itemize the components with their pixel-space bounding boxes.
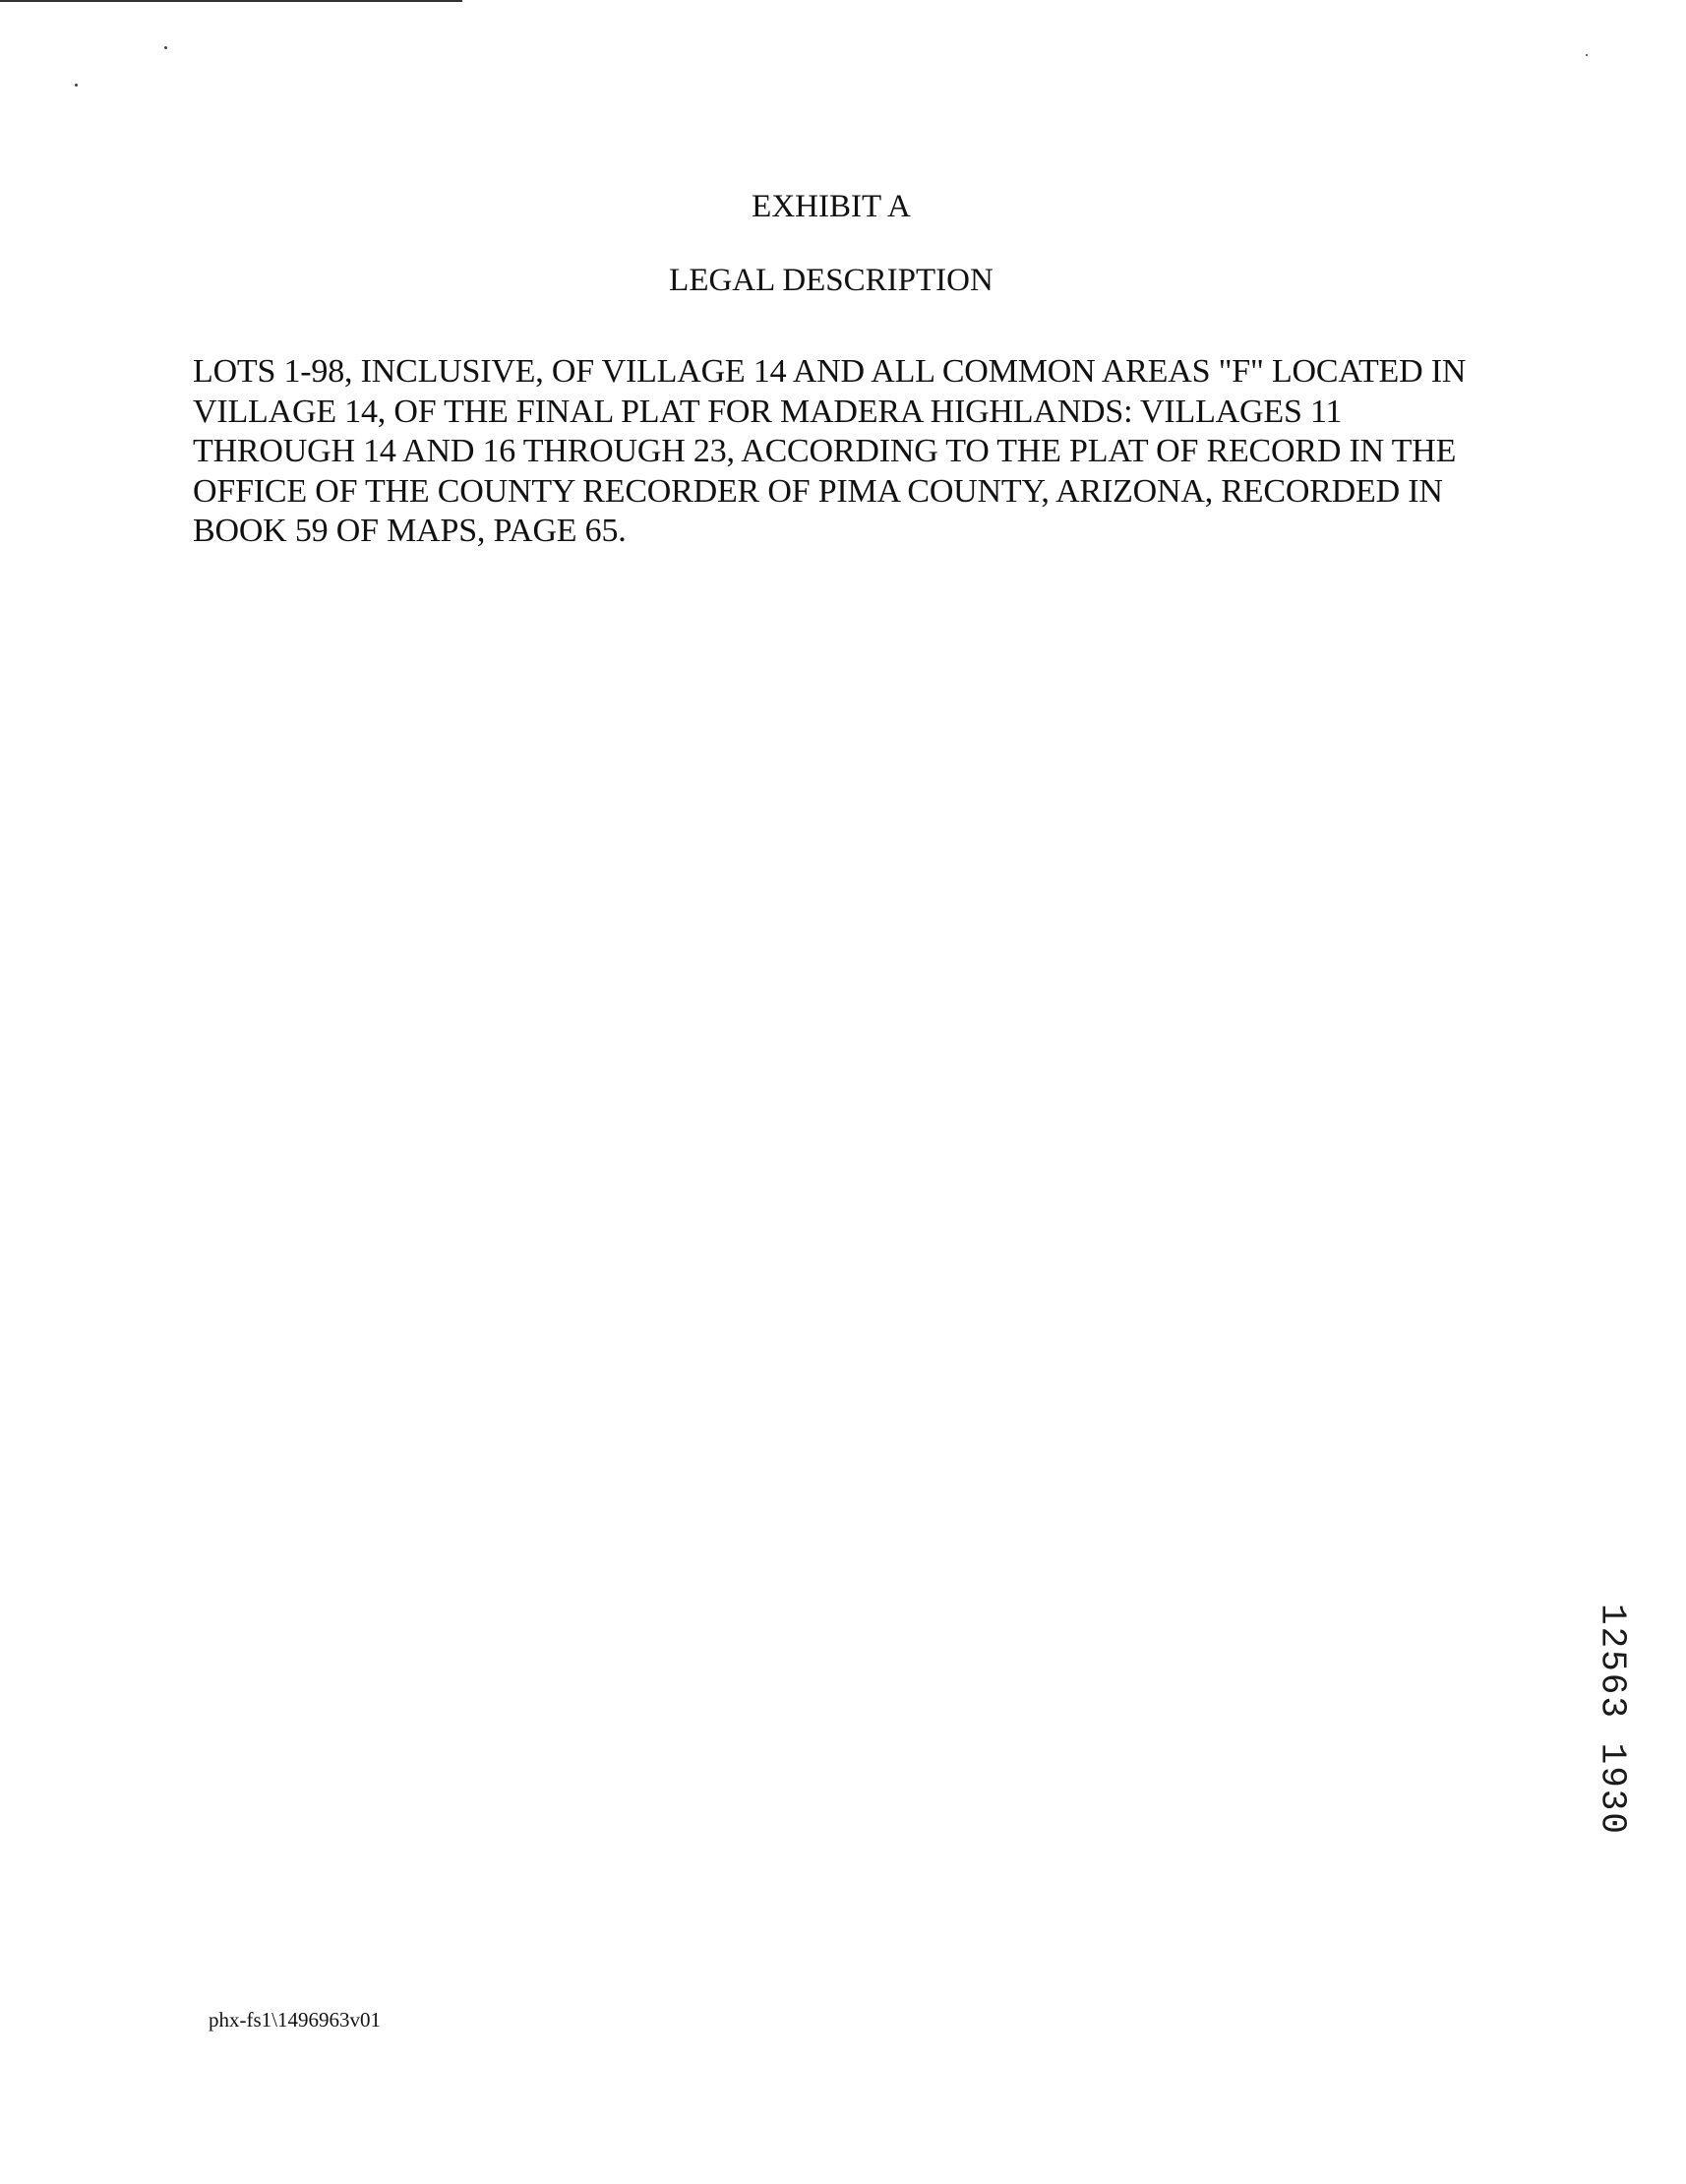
recording-stamp [1586, 1582, 1639, 1857]
scan-speck [75, 84, 78, 87]
legal-description-heading: LEGAL DESCRIPTION [669, 263, 994, 298]
scan-speck [164, 46, 167, 49]
legal-description-line: VILLAGE 14, OF THE FINAL PLAT FOR MADERA HIGHLANDS: VILLAGES 11 [193, 393, 1343, 430]
legal-description-line: OFFICE OF THE COUNTY RECORDER OF PIMA COUNTY, ARIZONA, RECORDED IN [193, 472, 1443, 510]
scan-edge-line [0, 0, 462, 2]
legal-description-body [193, 352, 1511, 552]
document-id: phx-fs1\1496963v01 [209, 2008, 381, 2032]
scan-speck [1586, 54, 1588, 56]
recording-stamp-number: 12563 1930 [1592, 1603, 1633, 1837]
exhibit-title: EXHIBIT A [752, 189, 911, 224]
legal-description-line: THROUGH 14 AND 16 THROUGH 23, ACCORDING TO THE PLAT OF RECORD IN THE [193, 433, 1457, 469]
legal-description-line: BOOK 59 OF MAPS, PAGE 65. [193, 513, 627, 549]
legal-description-line: LOTS 1-98, INCLUSIVE, OF VILLAGE 14 AND ALL COMMON AREAS "F" LOCATED IN [193, 353, 1467, 390]
